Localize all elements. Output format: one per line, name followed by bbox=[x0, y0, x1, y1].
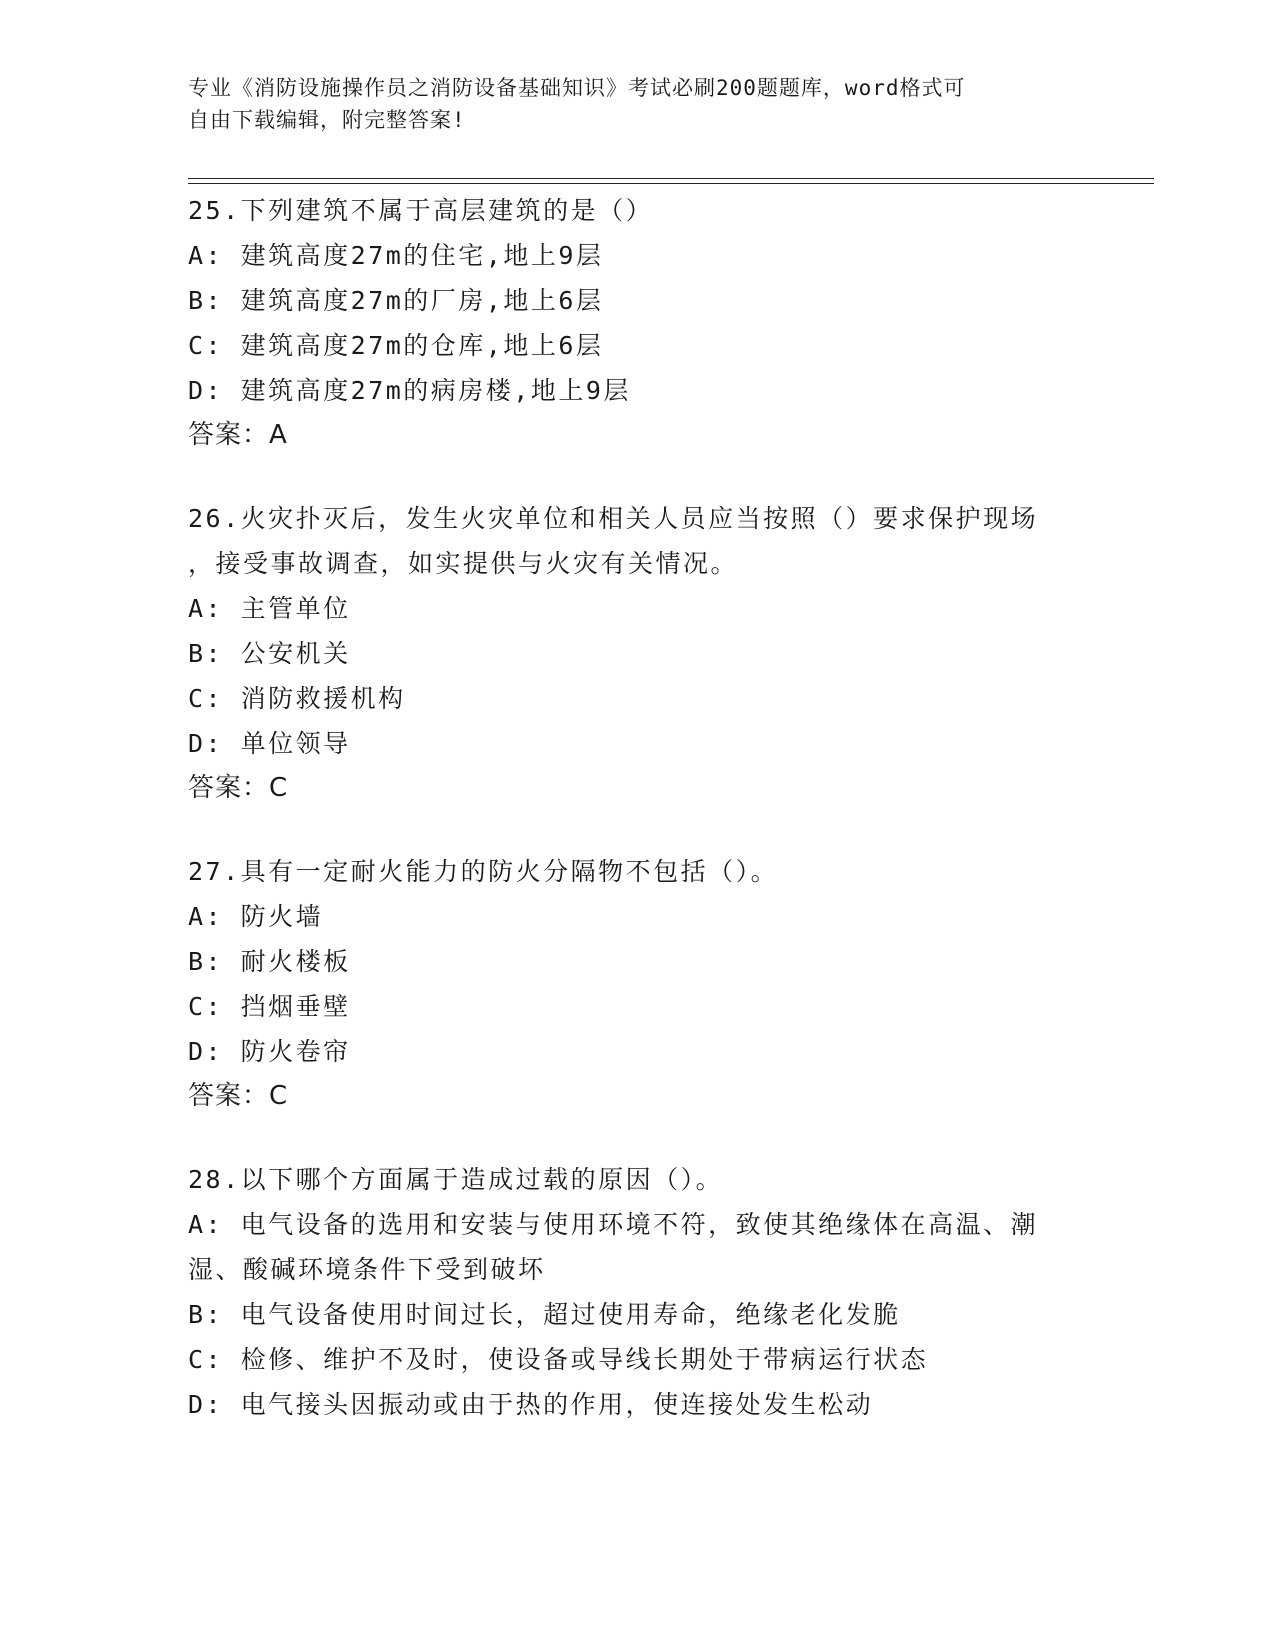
answer-option: A: 电气设备的选用和安装与使用环境不符，致使其绝缘体在高温、潮 bbox=[188, 1210, 1039, 1239]
answer-key: 答案：C bbox=[188, 1081, 289, 1111]
answer-option: A: 建筑高度27m的住宅,地上9层 bbox=[188, 241, 604, 270]
answer-option: D: 单位领导 bbox=[188, 729, 351, 758]
question-block bbox=[188, 1157, 1088, 1427]
answer-option: B: 耐火楼板 bbox=[188, 947, 351, 976]
answer-option: A: 主管单位 bbox=[188, 594, 351, 623]
header-divider-top bbox=[188, 178, 1154, 179]
answer-option: A: 防火墙 bbox=[188, 902, 324, 931]
question-block bbox=[188, 188, 1088, 458]
answer-option: C: 检修、维护不及时，使设备或导线长期处于带病运行状态 bbox=[188, 1345, 929, 1374]
question-block bbox=[188, 496, 1088, 811]
header-line-2: 自由下载编辑，附完整答案! bbox=[188, 108, 466, 132]
answer-option: C: 挡烟垂壁 bbox=[188, 992, 351, 1021]
answer-option: D: 建筑高度27m的病房楼,地上9层 bbox=[188, 376, 631, 405]
answer-option: D: 防火卷帘 bbox=[188, 1037, 351, 1066]
answer-option: B: 建筑高度27m的厂房,地上6层 bbox=[188, 286, 604, 315]
answer-option: C: 建筑高度27m的仓库,地上6层 bbox=[188, 331, 604, 360]
question-text: ，接受事故调查，如实提供与火灾有关情况。 bbox=[188, 549, 739, 578]
answer-key: 答案：A bbox=[188, 420, 288, 450]
document-header bbox=[188, 72, 1088, 136]
answer-option: 湿、酸碱环境条件下受到破坏 bbox=[188, 1255, 546, 1284]
question-text: 25.下列建筑不属于高层建筑的是（） bbox=[188, 196, 654, 225]
question-text: 26.火灾扑灭后，发生火灾单位和相关人员应当按照（）要求保护现场 bbox=[188, 504, 1039, 533]
answer-option: D: 电气接头因振动或由于热的作用，使连接处发生松动 bbox=[188, 1390, 874, 1419]
question-text: 27.具有一定耐火能力的防火分隔物不包括（）。 bbox=[188, 857, 779, 886]
answer-option: B: 电气设备使用时间过长，超过使用寿命，绝缘老化发脆 bbox=[188, 1300, 901, 1329]
header-line-1: 专业《消防设施操作员之消防设备基础知识》考试必刷200题题库，word格式可 bbox=[188, 76, 966, 100]
answer-key: 答案：C bbox=[188, 773, 289, 803]
answer-option: B: 公安机关 bbox=[188, 639, 351, 668]
question-text: 28.以下哪个方面属于造成过载的原因（）。 bbox=[188, 1165, 724, 1194]
question-block bbox=[188, 849, 1088, 1119]
question-list bbox=[188, 188, 1088, 1465]
header-divider-bottom bbox=[188, 183, 1154, 184]
answer-option: C: 消防救援机构 bbox=[188, 684, 406, 713]
